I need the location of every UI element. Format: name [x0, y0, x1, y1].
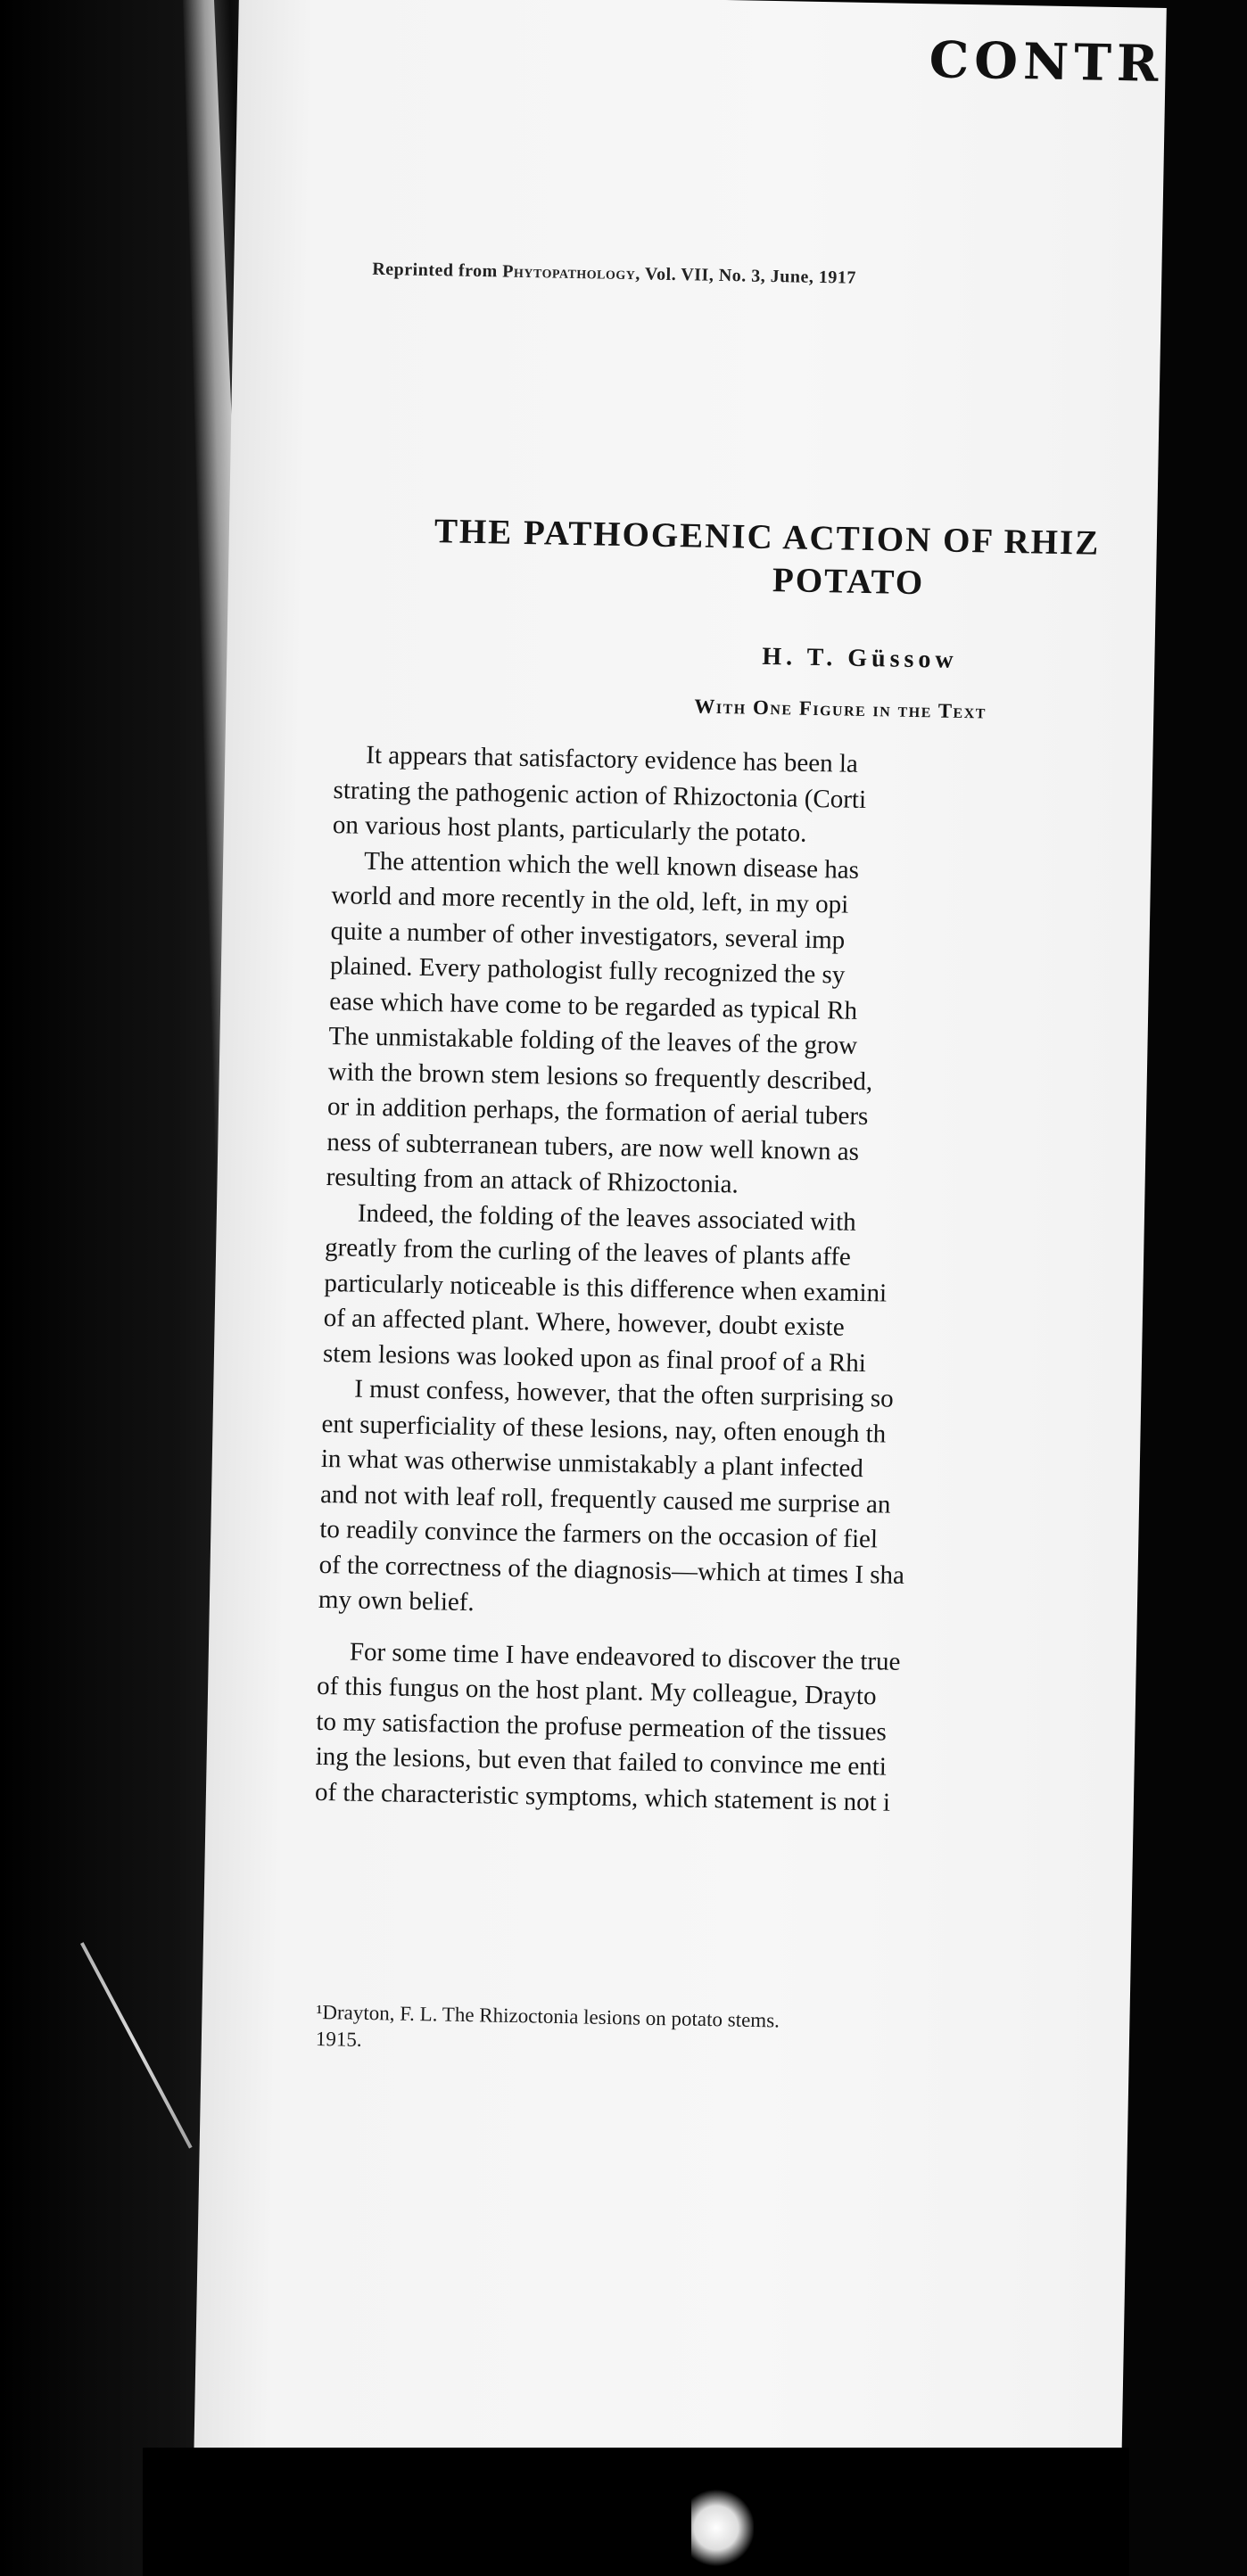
body-line: of the correctness of the diagnosis—which at times I sha: [318, 1550, 905, 1590]
figure-note: With One Figure in the Text: [694, 695, 987, 723]
author-name: H. T. Güssow: [762, 642, 958, 674]
body-line: I must confess, however, that the often surprising so: [354, 1374, 894, 1413]
body-line: plained. Every pathologist fully recognized the sy: [329, 951, 846, 990]
body-line: in what was otherwise unmistakably a plant infected: [320, 1444, 864, 1484]
article-body: [315, 737, 1137, 1824]
body-line: Indeed, the folding of the leaves associated with: [357, 1198, 856, 1237]
reprint-prefix: Reprinted from: [372, 259, 503, 282]
body-line: ness of subterranean tubers, are now well known as: [326, 1127, 860, 1166]
article-title: [434, 510, 1238, 610]
body-line: on various host plants, particularly the potato.: [332, 811, 807, 848]
body-line: my own belief.: [318, 1584, 475, 1617]
footnote: [316, 1999, 1119, 2067]
body-line: The unmistakable folding of the leaves of the grow: [328, 1022, 858, 1060]
body-line: to readily convince the farmers on the occasion of fiel: [319, 1514, 879, 1554]
document-page: [194, 0, 1167, 2487]
body-line: of the characteristic symptoms, which statement is not i: [314, 1777, 891, 1817]
body-line: The attention which the well known disease has: [363, 846, 860, 885]
body-line: and not with leaf roll, frequently caused me surprise an: [319, 1479, 891, 1519]
footnote-line-1: ¹Drayton, F. L. The Rhizoctonia lesions on potato stems.: [316, 2000, 780, 2032]
body-line: or in addition perhaps, the formation of aerial tubers: [326, 1092, 869, 1132]
body-line: with the brown stem lesions so frequently described,: [327, 1057, 873, 1096]
body-line: resulting from an attack of Rhizoctonia.: [326, 1163, 739, 1199]
reprint-line: [372, 259, 856, 289]
title-line-1: THE PATHOGENIC ACTION OF RHIZ: [434, 512, 1101, 563]
body-line: ing the lesions, but even that failed to convince me enti: [315, 1741, 888, 1782]
journal-name: Phytopathology: [502, 261, 636, 284]
paper-debris: [691, 2488, 754, 2568]
bottom-dark-area: [143, 2448, 1129, 2576]
running-header: CONTR: [929, 30, 1165, 95]
body-line: For some time I have endeavored to discover the true: [349, 1637, 901, 1676]
body-line: ent superficiality of these lesions, nay, often enough th: [321, 1409, 887, 1449]
reprint-details: , Vol. VII, No. 3, June, 1917: [635, 264, 857, 288]
body-line: stem lesions was looked upon as final proof of a Rhi: [322, 1338, 867, 1378]
body-line: world and more recently in the old, left, in my opi: [331, 881, 849, 919]
body-line: of this fungus on the host plant. My colleague, Drayto: [316, 1671, 877, 1711]
body-line: particularly noticeable is this difference when examini: [324, 1268, 888, 1308]
footnote-line-2: 1915.: [315, 2027, 362, 2051]
body-line: to my satisfaction the profuse permeation of the tissues: [316, 1707, 888, 1747]
body-line: strating the pathogenic action of Rhizoctonia (Corti: [333, 775, 867, 814]
left-dark-margin: [0, 0, 223, 2576]
body-line: greatly from the curling of the leaves of plants affe: [324, 1233, 852, 1272]
body-line: It appears that satisfactory evidence has been la: [366, 740, 859, 778]
body-line: of an affected plant. Where, however, doubt existe: [323, 1303, 845, 1342]
title-line-2: POTATO: [772, 561, 925, 603]
body-line: quite a number of other investigators, several imp: [330, 916, 846, 955]
body-line: ease which have come to be regarded as typical Rh: [328, 986, 858, 1025]
